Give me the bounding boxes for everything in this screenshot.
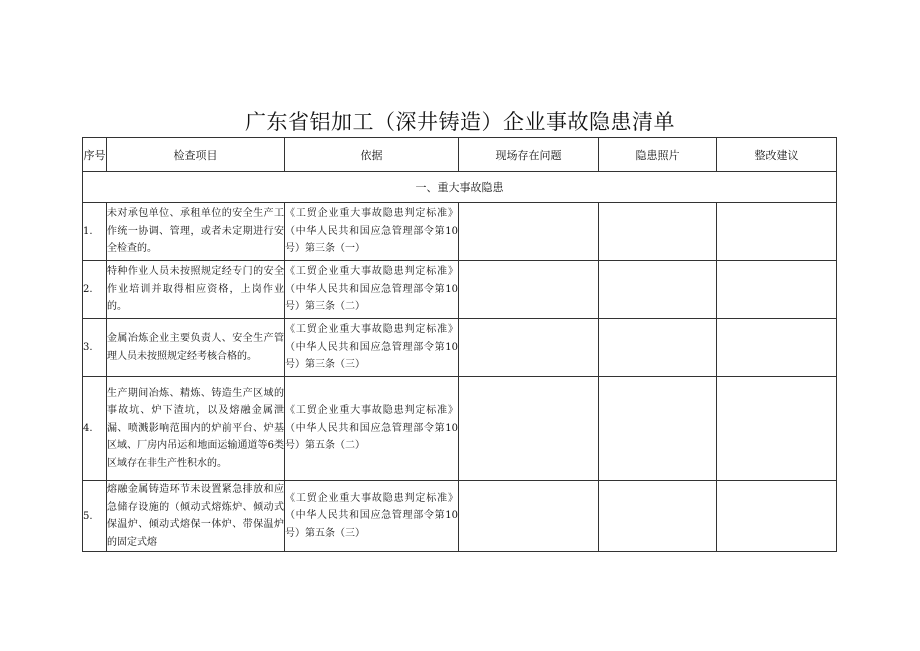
row-photo-cell[interactable]	[599, 261, 717, 319]
table-row	[83, 319, 837, 377]
row-issue-cell[interactable]	[459, 203, 599, 261]
row-basis: 《工贸企业重大事故隐患判定标准》（中华人民共和国应急管理部令第10号）第五条（三）	[285, 481, 459, 552]
section-title: 一、重大事故隐患	[83, 172, 837, 203]
row-basis: 《工贸企业重大事故隐患判定标准》（中华人民共和国应急管理部令第10号）第三条（三）	[285, 319, 459, 377]
hazard-checklist-table	[82, 137, 837, 552]
section-row	[83, 172, 837, 203]
row-item: 未对承包单位、承租单位的安全生产工作统一协调、管理，或者未定期进行安全检查的。	[107, 203, 285, 261]
row-item: 生产期间冶炼、精炼、铸造生产区域的事故坑、炉下渣坑，以及熔融金属泄漏、喷溅影响范围内的炉前平台、炉基区域、厂房内吊运和地面运输通道等6类区域存在非生产性积水的。	[107, 377, 285, 481]
header-photo: 隐患照片	[599, 138, 717, 172]
row-issue-cell[interactable]	[459, 261, 599, 319]
row-photo-cell[interactable]	[599, 203, 717, 261]
row-seq: 3.	[83, 319, 107, 377]
table-row	[83, 203, 837, 261]
row-basis: 《工贸企业重大事故隐患判定标准》（中华人民共和国应急管理部令第10号）第三条（一）	[285, 203, 459, 261]
row-advice-cell[interactable]	[717, 319, 837, 377]
header-basis: 依据	[285, 138, 459, 172]
table-row	[83, 261, 837, 319]
row-advice-cell[interactable]	[717, 481, 837, 552]
table-row	[83, 377, 837, 481]
document-title: 广东省铝加工（深井铸造）企业事故隐患清单	[245, 110, 675, 134]
row-advice-cell[interactable]	[717, 377, 837, 481]
row-item: 金属冶炼企业主要负责人、安全生产管理人员未按照规定经考核合格的。	[107, 319, 285, 377]
row-item: 特种作业人员未按照规定经专门的安全作业培训并取得相应资格，上岗作业的。	[107, 261, 285, 319]
row-photo-cell[interactable]	[599, 319, 717, 377]
header-item: 检查项目	[107, 138, 285, 172]
row-seq: 5.	[83, 481, 107, 552]
table-row	[83, 481, 837, 552]
header-seq: 序号	[83, 138, 107, 172]
row-photo-cell[interactable]	[599, 377, 717, 481]
row-seq: 4.	[83, 377, 107, 481]
header-row	[83, 138, 837, 172]
row-issue-cell[interactable]	[459, 377, 599, 481]
row-issue-cell[interactable]	[459, 319, 599, 377]
row-basis: 《工贸企业重大事故隐患判定标准》（中华人民共和国应急管理部令第10号）第三条（二）	[285, 261, 459, 319]
row-issue-cell[interactable]	[459, 481, 599, 552]
row-seq: 2.	[83, 261, 107, 319]
row-item: 熔融金属铸造环节未设置紧急排放和应急储存设施的（倾动式熔炼炉、倾动式保温炉、倾动式熔保一体炉、带保温炉的固定式熔	[107, 481, 285, 552]
row-advice-cell[interactable]	[717, 261, 837, 319]
row-photo-cell[interactable]	[599, 481, 717, 552]
header-issue: 现场存在问题	[459, 138, 599, 172]
header-advice: 整改建议	[717, 138, 837, 172]
row-basis: 《工贸企业重大事故隐患判定标准》（中华人民共和国应急管理部令第10号）第五条（二）	[285, 377, 459, 481]
row-seq: 1.	[83, 203, 107, 261]
row-advice-cell[interactable]	[717, 203, 837, 261]
